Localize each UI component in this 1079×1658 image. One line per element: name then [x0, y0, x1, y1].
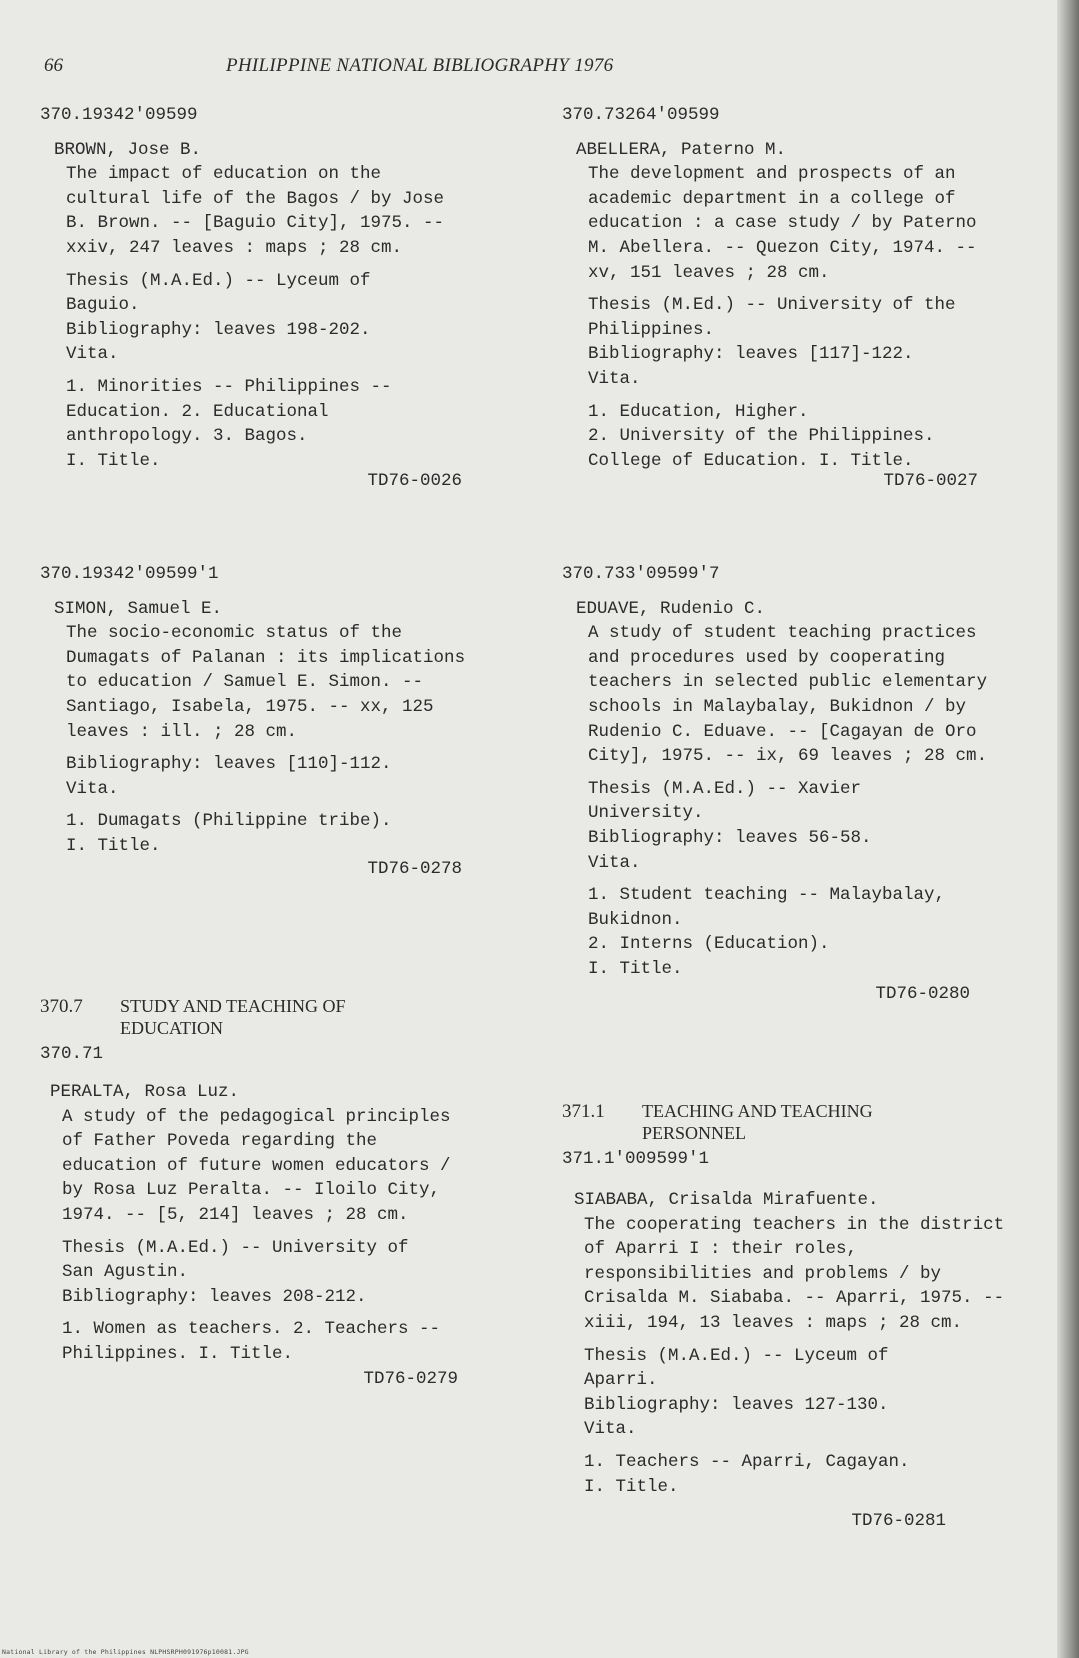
page-header — [0, 55, 1000, 85]
entry-author: BROWN, Jose B. — [54, 139, 202, 160]
thesis-number: TD76-0278 — [367, 858, 462, 879]
entry-description: The cooperating teachers in the district of Aparri I : their roles, responsibilities and problems / by Crisalda M. Siababa. -- Aparri, 1975. -- xiii, 194, 13 leaves : maps ; 28 cm. — [584, 1214, 1005, 1333]
page-number: 66 — [44, 55, 63, 76]
entry-author: SIABABA, Crisalda Mirafuente. — [574, 1190, 879, 1210]
catalog-entry — [562, 103, 1022, 494]
entry-author: ABELLERA, Paterno M. — [576, 139, 787, 160]
entry-description: The socio-economic status of the Dumagats of Palanan : its implications to education / Samuel E. Simon. -- Santiago, Isabela, 1975. -- xx, 125 leaves : ill. ; 28 cm. — [66, 623, 466, 742]
call-number: 370.733'09599'7 — [562, 564, 720, 584]
thesis-number: TD76-0026 — [367, 471, 462, 492]
entry-author: PERALTA, Rosa Luz. — [50, 1082, 240, 1102]
catalog-entry — [562, 562, 1022, 1006]
scan-footer: National Library of the Philippines NLPHSRPH091976p10081.JPG — [2, 1648, 249, 1656]
catalog-entry — [40, 562, 510, 881]
entry-subjects: 1. Minorities -- Philippines -- Education. 2. Educational anthropology. 3. Bagos. I. Title. — [66, 376, 392, 471]
call-number: 370.19342'09599 — [40, 105, 198, 125]
call-number: 370.73264'09599 — [562, 105, 720, 125]
section-heading — [40, 995, 510, 1065]
entry-author: EDUAVE, Rudenio C. — [576, 598, 766, 619]
entry-subjects: 1. Dumagats (Philippine tribe). I. Title. — [66, 811, 392, 856]
running-title: PHILIPPINE NATIONAL BIBLIOGRAPHY 1976 — [226, 55, 614, 76]
entry-notes: Thesis (M.A.Ed.) -- Xavier University. Bibliography: leaves 56-58. Vita. — [588, 778, 872, 873]
thesis-number: TD76-0280 — [875, 983, 970, 1004]
entry-description: A study of the pedagogical principles of Father Poveda regarding the education of future women educators / by Rosa Luz Peralta. -- Iloilo City, 1974. -- [5, 214] leaves ; 28 cm. — [62, 1106, 451, 1225]
thesis-number: TD76-0279 — [363, 1368, 458, 1389]
entry-notes: Thesis (M.A.Ed.) -- Lyceum of Baguio. Bibliography: leaves 198-202. Vita. — [66, 270, 371, 365]
entry-subjects: 1. Education, Higher. 2. University of the Philippines. College of Education. I. Title. — [588, 401, 935, 471]
entry-description: A study of student teaching practices and procedures used by cooperating teachers in selected public elementary schools in Malaybalay, Bukidnon / by Rudenio C. Eduave. -- [Cagayan de Oro City], 1975. -- ix, 69 leaves ; 28 cm. — [588, 623, 988, 767]
section-number: 371.1 — [562, 1101, 605, 1122]
entry-notes: Bibliography: leaves [110]-112. Vita. — [66, 754, 392, 799]
entry-subjects: 1. Women as teachers. 2. Teachers -- Philippines. I. Title. — [62, 1319, 441, 1364]
subsection-number: 370.71 — [40, 1044, 104, 1064]
entry-notes: Thesis (M.Ed.) -- University of the Philippines. Bibliography: leaves [117]-122. Vita. — [588, 295, 956, 389]
catalog-entry — [562, 1188, 1022, 1534]
section-heading — [562, 1100, 1022, 1170]
entry-notes: Thesis (M.A.Ed.) -- University of San Agustin. Bibliography: leaves 208-212. — [62, 1237, 409, 1307]
entry-description: The development and prospects of an academic department in a college of education : a case study / by Paterno M. Abellera. -- Quezon City, 1974. -- xv, 151 leaves ; 28 cm. — [588, 164, 977, 283]
thesis-number: TD76-0281 — [851, 1511, 946, 1532]
call-number: 370.19342'09599'1 — [40, 564, 219, 584]
section-number: 370.7 — [40, 996, 83, 1017]
entry-subjects: 1. Teachers -- Aparri, Cagayan. I. Title. — [584, 1451, 910, 1497]
entry-notes: Thesis (M.A.Ed.) -- Lyceum of Aparri. Bibliography: leaves 127-130. Vita. — [584, 1345, 889, 1440]
section-title: STUDY AND TEACHING OF EDUCATION — [120, 996, 346, 1038]
page-edge-shadow — [1057, 0, 1079, 1658]
catalog-entry — [40, 1080, 510, 1391]
section-title: TEACHING AND TEACHING PERSONNEL — [642, 1101, 873, 1143]
catalog-entry — [40, 103, 510, 494]
entry-author: SIMON, Samuel E. — [54, 598, 223, 619]
entry-description: The impact of education on the cultural life of the Bagos / by Jose B. Brown. -- [Baguio City], 1975. -- xxiv, 247 leaves : maps ; 28 cm. — [66, 164, 445, 258]
entry-subjects: 1. Student teaching -- Malaybalay, Bukidnon. 2. Interns (Education). I. Title. — [588, 885, 946, 979]
subsection-number: 371.1'009599'1 — [562, 1149, 710, 1169]
thesis-number: TD76-0027 — [883, 471, 978, 492]
